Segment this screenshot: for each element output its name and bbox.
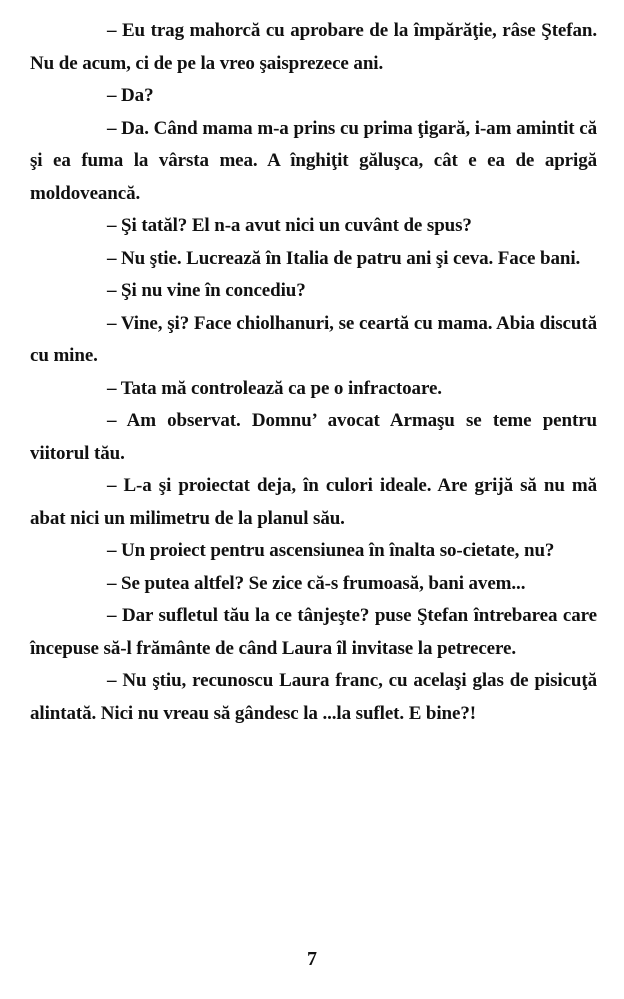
paragraph-11: – Un proiect pentru ascensiunea în înalta so-cietate, nu?: [107, 540, 555, 561]
paragraph-14: – Nu ştiu, recunoscu Laura franc, cu acelaşi glas de pisicuţă alintată. Nici nu vreau să gândesc la ...la suflet. E bine?!: [30, 670, 597, 724]
paragraph-3: – Da. Când mama m-a prins cu prima ţigară, i-am amintit că şi ea fuma la vârsta mea. A înghiţit găluşca, cât e ea de aprigă moldoveancă.: [30, 117, 597, 204]
paragraph-2: – Da?: [107, 85, 154, 106]
paragraph-6: – Şi nu vine în concediu?: [107, 280, 306, 301]
body-text: [30, 15, 597, 730]
paragraph-9: – Am observat. Domnu’ avocat Armaşu se teme pentru viitorul tău.: [30, 410, 597, 464]
paragraph-1: – Eu trag mahorcă cu aprobare de la împărăţie, râse Ştefan. Nu de acum, ci de pe la vreo şaisprezece ani.: [30, 20, 597, 74]
paragraph-5: – Nu ştie. Lucrează în Italia de patru ani şi ceva. Face bani.: [107, 247, 581, 269]
page-number: 7: [307, 948, 317, 970]
paragraph-10: – L-a şi proiectat deja, în culori ideale. Are grijă să nu mă abat nici un milimetru de la planul său.: [30, 475, 597, 529]
paragraph-12: – Se putea altfel? Se zice că-s frumoasă, bani avem...: [107, 572, 526, 594]
paragraph-8: – Tata mă controlează ca pe o infractoare.: [107, 377, 442, 399]
paragraph-4: – Şi tatăl? El n-a avut nici un cuvânt de spus?: [107, 215, 472, 236]
paragraph-7: – Vine, şi? Face chiolhanuri, se ceartă cu mama. Abia discută cu mine.: [30, 312, 597, 366]
paragraph-13: – Dar sufletul tău la ce tânjeşte? puse Ştefan întrebarea care începuse să-l frământe de când Laura îl invitase la petrecere.: [30, 605, 597, 659]
